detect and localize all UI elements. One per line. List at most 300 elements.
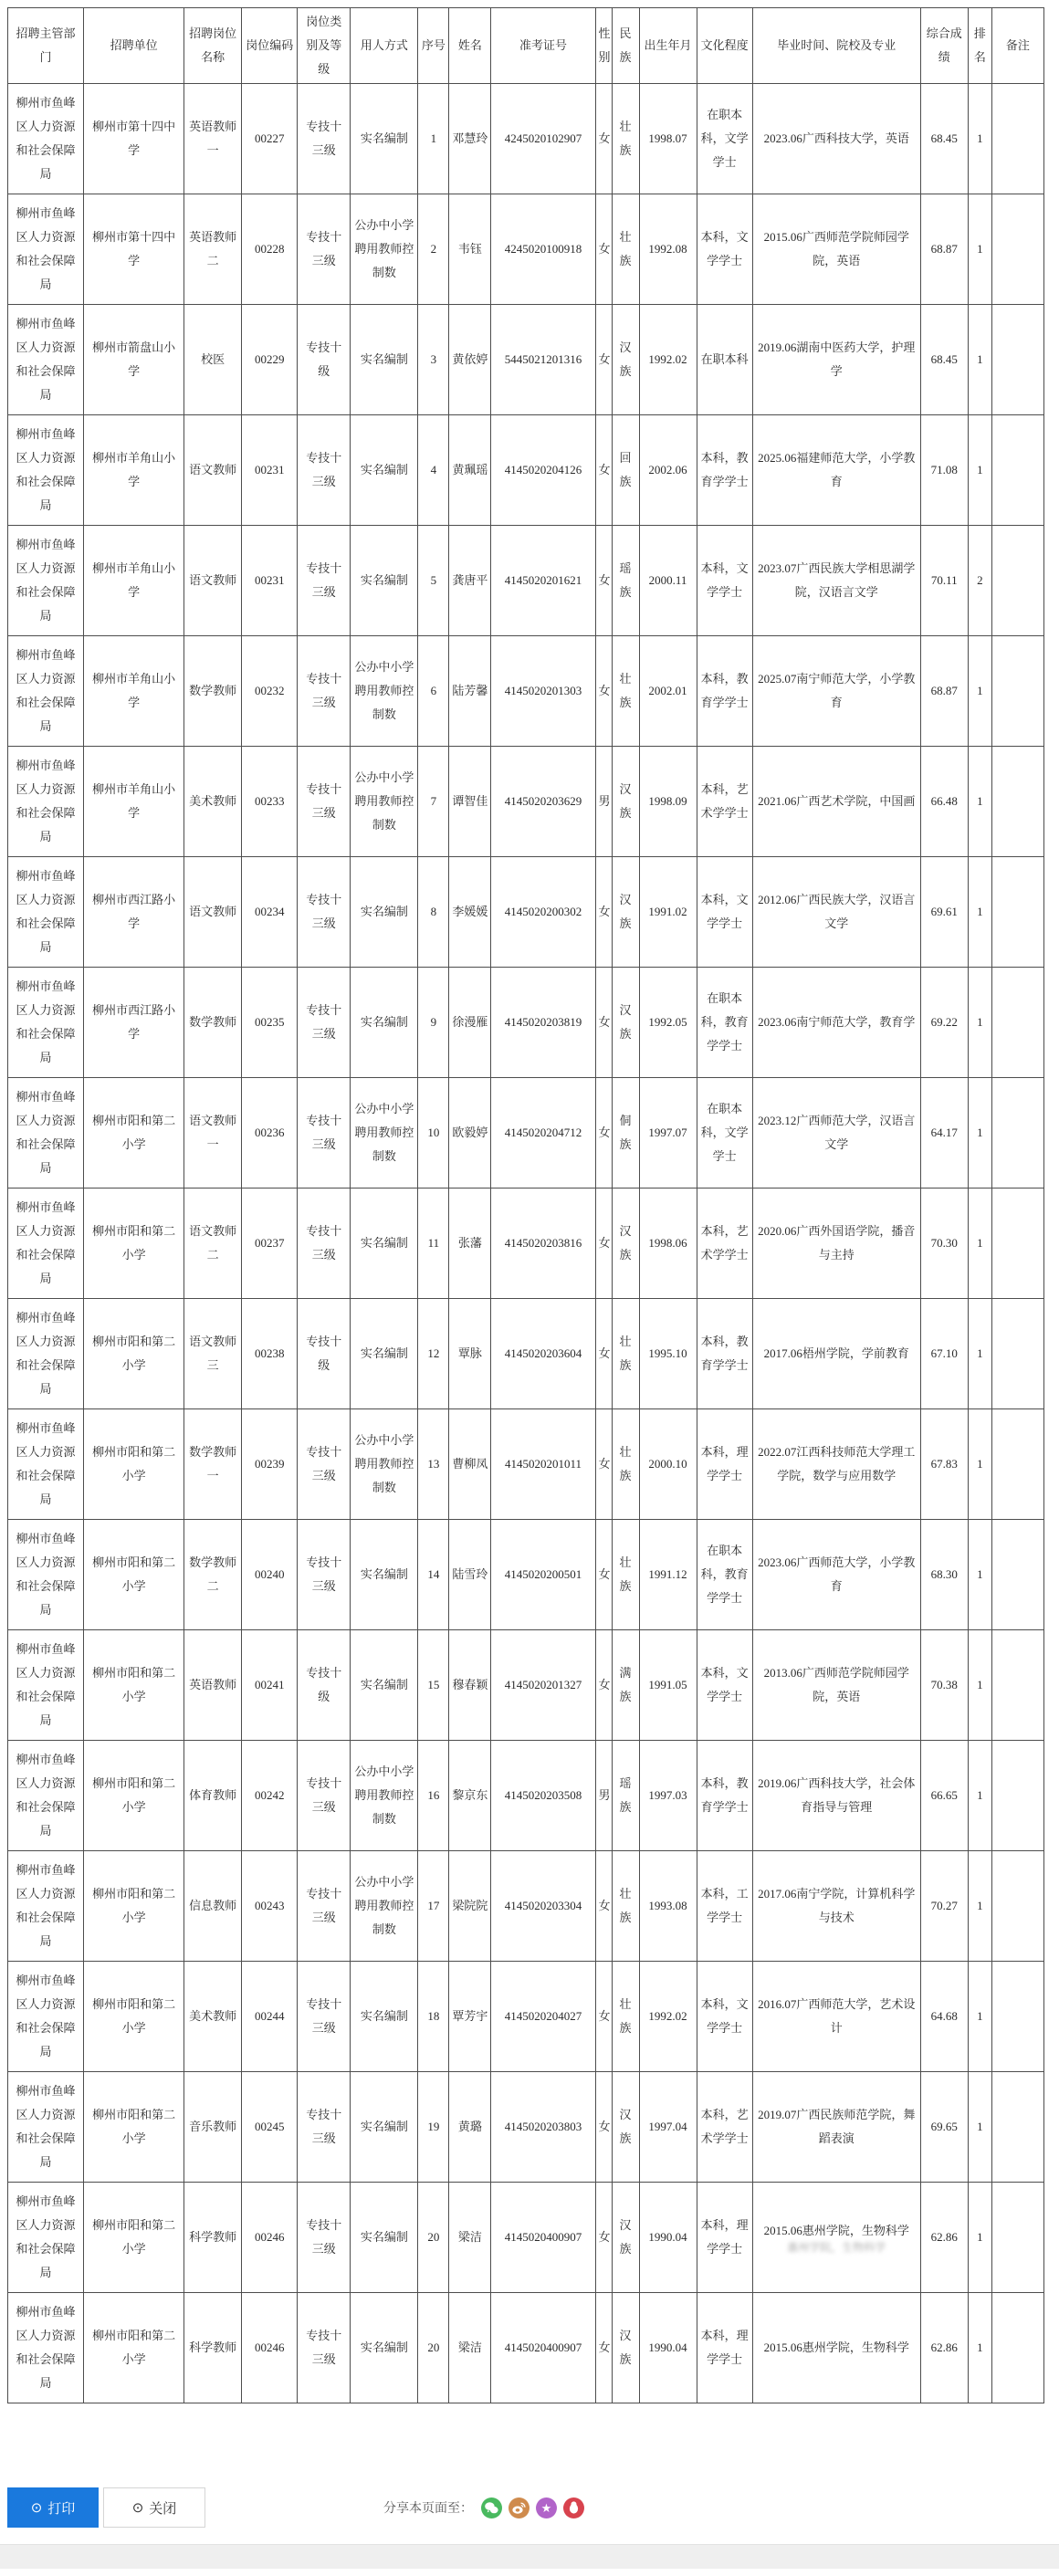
cell: 柳州市阳和第二小学 — [84, 2293, 184, 2403]
cell: 64.68 — [920, 1962, 968, 2072]
cell: 梁院院 — [449, 1851, 491, 1962]
cell: 1 — [968, 1078, 991, 1189]
table-row — [8, 415, 1044, 526]
cell: 2 — [968, 526, 991, 636]
cell: 女 — [595, 1520, 612, 1630]
weibo-share-icon[interactable] — [509, 2497, 530, 2518]
cell: 专技十三级 — [298, 1520, 351, 1630]
cell: 女 — [595, 1851, 612, 1962]
column-header: 招聘单位 — [84, 8, 184, 84]
column-header: 排名 — [968, 8, 991, 84]
cell: 实名编制 — [351, 1299, 418, 1409]
cell: 专技十三级 — [298, 1851, 351, 1962]
cell: 69.65 — [920, 2072, 968, 2183]
cell: 黄璐 — [449, 2072, 491, 2183]
cell — [991, 526, 1043, 636]
column-header: 岗位编码 — [242, 8, 298, 84]
cell: 女 — [595, 2183, 612, 2293]
cell: 女 — [595, 1189, 612, 1299]
cell: 柳州市羊角山小学 — [84, 415, 184, 526]
column-header: 序号 — [418, 8, 449, 84]
cell: 5445021201316 — [491, 305, 595, 415]
cell: 女 — [595, 1409, 612, 1520]
cell: 2023.06广西科技大学，英语 — [752, 84, 920, 194]
cell: 9 — [418, 968, 449, 1078]
cell: 梁洁 — [449, 2183, 491, 2293]
cell: 1 — [968, 1520, 991, 1630]
cell: 柳州市阳和第二小学 — [84, 1520, 184, 1630]
cell: 1998.07 — [639, 84, 697, 194]
cell: 本科，教育学学士 — [697, 1299, 752, 1409]
table-row — [8, 857, 1044, 968]
cell: 00246 — [242, 2293, 298, 2403]
cell: 柳州市羊角山小学 — [84, 747, 184, 857]
cell: 62.86 — [920, 2183, 968, 2293]
cell: 邓慧玲 — [449, 84, 491, 194]
cell: 69.61 — [920, 857, 968, 968]
cell: 专技十三级 — [298, 2293, 351, 2403]
cell: 10 — [418, 1078, 449, 1189]
cell: 美术教师 — [184, 747, 242, 857]
cell: 1 — [968, 305, 991, 415]
cell: 柳州市鱼峰区人力资源和社会保障局 — [8, 1520, 84, 1630]
cell: 71.08 — [920, 415, 968, 526]
cell: 本科，文学学士 — [697, 857, 752, 968]
cell: 2002.01 — [639, 636, 697, 747]
cell: 本科，文学学士 — [697, 1962, 752, 2072]
column-header: 招聘主管部门 — [8, 8, 84, 84]
cell: 1993.08 — [639, 1851, 697, 1962]
cell: 实名编制 — [351, 857, 418, 968]
cell: 校医 — [184, 305, 242, 415]
cell: 柳州市阳和第二小学 — [84, 1851, 184, 1962]
cell — [991, 305, 1043, 415]
cell: 女 — [595, 1299, 612, 1409]
cell — [991, 2293, 1043, 2403]
cell: 壮族 — [612, 194, 639, 305]
cell: 壮族 — [612, 1299, 639, 1409]
cell: 女 — [595, 1962, 612, 2072]
cell: 实名编制 — [351, 968, 418, 1078]
cell: 侗族 — [612, 1078, 639, 1189]
cell: 2013.06广西师范学院师园学院，英语 — [752, 1630, 920, 1741]
cell: 柳州市鱼峰区人力资源和社会保障局 — [8, 747, 84, 857]
cell: 13 — [418, 1409, 449, 1520]
cell: 实名编制 — [351, 1520, 418, 1630]
cell: 本科，理学学士 — [697, 2293, 752, 2403]
cell: 壮族 — [612, 1962, 639, 2072]
cell: 4145020203629 — [491, 747, 595, 857]
cell: 专技十三级 — [298, 84, 351, 194]
share-label: 分享本页面至： — [383, 2500, 473, 2515]
cell: 壮族 — [612, 1409, 639, 1520]
cell: 15 — [418, 1630, 449, 1741]
cell: 汉族 — [612, 1189, 639, 1299]
cell: 2016.07广西师范大学，艺术设计 — [752, 1962, 920, 2072]
cell: 女 — [595, 415, 612, 526]
cell: 4145020204712 — [491, 1078, 595, 1189]
cell: 汉族 — [612, 2183, 639, 2293]
cell: 体育教师 — [184, 1741, 242, 1851]
cell: 柳州市鱼峰区人力资源和社会保障局 — [8, 1078, 84, 1189]
table-row — [8, 194, 1044, 305]
cell: 00244 — [242, 1962, 298, 2072]
cell: 2025.06福建师范大学，小学教育 — [752, 415, 920, 526]
cell: 英语教师 — [184, 1630, 242, 1741]
cell: 4145020400907 — [491, 2183, 595, 2293]
cell: 覃脉 — [449, 1299, 491, 1409]
table-row — [8, 2072, 1044, 2183]
cell: 00238 — [242, 1299, 298, 1409]
cell: 70.38 — [920, 1630, 968, 1741]
cell: 20 — [418, 2293, 449, 2403]
cell: 公办中小学聘用教师控制数 — [351, 1851, 418, 1962]
close-button-label: 关闭 — [149, 2500, 177, 2517]
results-table — [7, 7, 1044, 2403]
cell: 龚唐平 — [449, 526, 491, 636]
cell: 7 — [418, 747, 449, 857]
cell: 00235 — [242, 968, 298, 1078]
cell: 00243 — [242, 1851, 298, 1962]
cell: 专技十三级 — [298, 194, 351, 305]
cell: 4145020200501 — [491, 1520, 595, 1630]
cell: 1 — [968, 1962, 991, 2072]
cell: 2023.07广西民族大学相思湖学院，汉语言文学 — [752, 526, 920, 636]
cell: 在职本科，教育学学士 — [697, 968, 752, 1078]
column-header: 性别 — [595, 8, 612, 84]
column-header: 岗位类别及等级 — [298, 8, 351, 84]
cell: 本科，理学学士 — [697, 1409, 752, 1520]
cell — [991, 2072, 1043, 2183]
close-button[interactable] — [103, 2487, 205, 2528]
column-header: 备注 — [991, 8, 1043, 84]
cell: 汉族 — [612, 2072, 639, 2183]
cell: 实名编制 — [351, 305, 418, 415]
cell: 实名编制 — [351, 1189, 418, 1299]
column-header: 用人方式 — [351, 8, 418, 84]
cell: 专技十三级 — [298, 1741, 351, 1851]
cell: 1 — [968, 636, 991, 747]
cell: 2002.06 — [639, 415, 697, 526]
table-row — [8, 1520, 1044, 1630]
wechat-share-icon[interactable] — [481, 2497, 502, 2518]
cell: 专技十三级 — [298, 1078, 351, 1189]
cell — [991, 1630, 1043, 1741]
cell: 4145020203304 — [491, 1851, 595, 1962]
cell: 64.17 — [920, 1078, 968, 1189]
cell: 汉族 — [612, 2293, 639, 2403]
cell: 专技十三级 — [298, 2072, 351, 2183]
cell: 4145020201327 — [491, 1630, 595, 1741]
cell: 汉族 — [612, 747, 639, 857]
cell: 本科，教育学学士 — [697, 636, 752, 747]
cell: 语文教师一 — [184, 1078, 242, 1189]
cell: 2017.06南宁学院，计算机科学与技术 — [752, 1851, 920, 1962]
cell: 数学教师 — [184, 968, 242, 1078]
print-icon: ⊙ — [30, 2499, 43, 2516]
cell: 1 — [968, 1409, 991, 1520]
cell: 音乐教师 — [184, 2072, 242, 2183]
cell: 00232 — [242, 636, 298, 747]
share-bar — [383, 2497, 584, 2518]
cell: 柳州市西江路小学 — [84, 857, 184, 968]
cell: 2023.06广西师范大学，小学教育 — [752, 1520, 920, 1630]
table-row — [8, 84, 1044, 194]
cell: 6 — [418, 636, 449, 747]
cell: 柳州市阳和第二小学 — [84, 2072, 184, 2183]
cell: 66.48 — [920, 747, 968, 857]
cell: 68.30 — [920, 1520, 968, 1630]
cell: 黎京东 — [449, 1741, 491, 1851]
cell: 17 — [418, 1851, 449, 1962]
cell: 67.10 — [920, 1299, 968, 1409]
cell: 20 — [418, 2183, 449, 2293]
cell: 14 — [418, 1520, 449, 1630]
cell: 柳州市鱼峰区人力资源和社会保障局 — [8, 1189, 84, 1299]
qzone-share-icon[interactable]: ★ — [536, 2497, 557, 2518]
column-header: 准考证号 — [491, 8, 595, 84]
cell: 欧毅婷 — [449, 1078, 491, 1189]
cell: 柳州市鱼峰区人力资源和社会保障局 — [8, 2072, 84, 2183]
cell: 3 — [418, 305, 449, 415]
cell: 实名编制 — [351, 1630, 418, 1741]
cell: 柳州市鱼峰区人力资源和社会保障局 — [8, 1299, 84, 1409]
cell: 柳州市阳和第二小学 — [84, 1962, 184, 2072]
cell: 1 — [968, 415, 991, 526]
cell: 专技十三级 — [298, 968, 351, 1078]
close-icon: ⊙ — [131, 2499, 144, 2516]
cell: 男 — [595, 1741, 612, 1851]
cell: 专技十三级 — [298, 857, 351, 968]
cell: 实名编制 — [351, 1962, 418, 2072]
cell: 柳州市鱼峰区人力资源和社会保障局 — [8, 305, 84, 415]
cell: 1 — [968, 968, 991, 1078]
cell: 柳州市鱼峰区人力资源和社会保障局 — [8, 968, 84, 1078]
cell: 语文教师三 — [184, 1299, 242, 1409]
cell: 女 — [595, 305, 612, 415]
cell: 专技十三级 — [298, 747, 351, 857]
cell: 柳州市阳和第二小学 — [84, 1630, 184, 1741]
cell: 公办中小学聘用教师控制数 — [351, 747, 418, 857]
cell: 柳州市阳和第二小学 — [84, 1409, 184, 1520]
table-row — [8, 1299, 1044, 1409]
cell: 女 — [595, 636, 612, 747]
cell: 语文教师 — [184, 526, 242, 636]
cell: 柳州市第十四中学 — [84, 194, 184, 305]
cell: 8 — [418, 857, 449, 968]
cell: 00242 — [242, 1741, 298, 1851]
cell — [991, 636, 1043, 747]
cell — [991, 1189, 1043, 1299]
cell: 女 — [595, 84, 612, 194]
cell: 2000.11 — [639, 526, 697, 636]
cell: 女 — [595, 2293, 612, 2403]
cell: 00237 — [242, 1189, 298, 1299]
cell: 1 — [968, 1189, 991, 1299]
print-button[interactable] — [7, 2487, 99, 2528]
cell: 70.30 — [920, 1189, 968, 1299]
cell — [991, 1851, 1043, 1962]
cell: 实名编制 — [351, 2183, 418, 2293]
cell: 英语教师一 — [184, 84, 242, 194]
cell: 2023.06南宁师范大学，教育学 — [752, 968, 920, 1078]
column-header: 出生年月 — [639, 8, 697, 84]
cell: 4145020201621 — [491, 526, 595, 636]
cell: 实名编制 — [351, 526, 418, 636]
cell: 1 — [968, 1741, 991, 1851]
cell: 1998.06 — [639, 1189, 697, 1299]
table-row — [8, 1409, 1044, 1520]
table-row — [8, 1630, 1044, 1741]
cell: 1997.07 — [639, 1078, 697, 1189]
cell: 专技十三级 — [298, 526, 351, 636]
cell: 4145020201303 — [491, 636, 595, 747]
cell: 覃芳宇 — [449, 1962, 491, 2072]
cell: 女 — [595, 968, 612, 1078]
cell: 00229 — [242, 305, 298, 415]
cell: 70.11 — [920, 526, 968, 636]
cell: 柳州市鱼峰区人力资源和社会保障局 — [8, 2183, 84, 2293]
cell: 4245020102907 — [491, 84, 595, 194]
cell: 2020.06广西外国语学院，播音与主持 — [752, 1189, 920, 1299]
column-header: 姓名 — [449, 8, 491, 84]
cell: 女 — [595, 857, 612, 968]
cell: 本科，文学学士 — [697, 526, 752, 636]
qq-share-icon[interactable] — [563, 2497, 584, 2518]
cell: 00231 — [242, 415, 298, 526]
cell: 实名编制 — [351, 2072, 418, 2183]
cell: 数学教师 — [184, 636, 242, 747]
bottom-bar — [0, 2544, 1059, 2569]
cell: 柳州市阳和第二小学 — [84, 1189, 184, 1299]
cell — [991, 1962, 1043, 2072]
cell: 1 — [968, 1851, 991, 1962]
cell: 1 — [968, 2293, 991, 2403]
cell: 美术教师 — [184, 1962, 242, 2072]
cell: 英语教师二 — [184, 194, 242, 305]
cell: 2019.06湖南中医药大学，护理学 — [752, 305, 920, 415]
cell: 柳州市鱼峰区人力资源和社会保障局 — [8, 1409, 84, 1520]
cell: 4145020203819 — [491, 968, 595, 1078]
cell: 壮族 — [612, 84, 639, 194]
cell: 00241 — [242, 1630, 298, 1741]
cell: 18 — [418, 1962, 449, 2072]
cell: 科学教师 — [184, 2293, 242, 2403]
cell: 公办中小学聘用教师控制数 — [351, 1078, 418, 1189]
cell: 实名编制 — [351, 415, 418, 526]
cell: 黄珮瑶 — [449, 415, 491, 526]
column-header: 招聘岗位名称 — [184, 8, 242, 84]
cell — [991, 1741, 1043, 1851]
column-header: 文化程度 — [697, 8, 752, 84]
cell: 梁洁 — [449, 2293, 491, 2403]
cell: 数学教师一 — [184, 1409, 242, 1520]
cell: 信息教师 — [184, 1851, 242, 1962]
cell: 68.45 — [920, 305, 968, 415]
cell: 2017.06梧州学院，学前教育 — [752, 1299, 920, 1409]
column-header: 民族 — [612, 8, 639, 84]
cell: 2015.06广西师范学院师园学院，英语 — [752, 194, 920, 305]
cell: 2022.07江西科技师范大学理工学院，数学与应用数学 — [752, 1409, 920, 1520]
cell: 69.22 — [920, 968, 968, 1078]
cell: 柳州市阳和第二小学 — [84, 2183, 184, 2293]
cell: 66.65 — [920, 1741, 968, 1851]
cell: 00240 — [242, 1520, 298, 1630]
cell: 本科，艺术学学士 — [697, 747, 752, 857]
cell: 1 — [968, 2072, 991, 2183]
cell: 1 — [968, 2183, 991, 2293]
cell: 2023.12广西师范大学，汉语言文学 — [752, 1078, 920, 1189]
cell: 1992.08 — [639, 194, 697, 305]
cell: 67.83 — [920, 1409, 968, 1520]
cell: 1 — [968, 84, 991, 194]
cell: 1995.10 — [639, 1299, 697, 1409]
cell: 公办中小学聘用教师控制数 — [351, 1741, 418, 1851]
cell: 本科，文学学士 — [697, 194, 752, 305]
cell: 徐漫雁 — [449, 968, 491, 1078]
cell: 柳州市鱼峰区人力资源和社会保障局 — [8, 636, 84, 747]
cell: 4145020204027 — [491, 1962, 595, 2072]
cell — [991, 1078, 1043, 1189]
cell: 00233 — [242, 747, 298, 857]
cell: 专技十三级 — [298, 2183, 351, 2293]
cell: 本科，艺术学学士 — [697, 1189, 752, 1299]
table-row — [8, 1189, 1044, 1299]
cell: 11 — [418, 1189, 449, 1299]
cell: 穆春颖 — [449, 1630, 491, 1741]
table-header-row — [8, 8, 1044, 84]
cell: 2015.06惠州学院，生物科学 惠州学院，生物科学 — [752, 2183, 920, 2293]
cell: 68.87 — [920, 636, 968, 747]
cell: 瑶族 — [612, 526, 639, 636]
cell: 柳州市鱼峰区人力资源和社会保障局 — [8, 2293, 84, 2403]
cell: 壮族 — [612, 1851, 639, 1962]
cell: 柳州市鱼峰区人力资源和社会保障局 — [8, 194, 84, 305]
cell: 柳州市鱼峰区人力资源和社会保障局 — [8, 1962, 84, 2072]
cell: 张藩 — [449, 1189, 491, 1299]
cell: 专技十级 — [298, 1299, 351, 1409]
cell: 数学教师二 — [184, 1520, 242, 1630]
smudged-artifact-text: 惠州学院，生物科学 — [787, 2241, 886, 2254]
cell: 科学教师 — [184, 2183, 242, 2293]
cell: 韦钰 — [449, 194, 491, 305]
cell — [991, 2183, 1043, 2293]
table-row — [8, 1078, 1044, 1189]
cell: 柳州市箭盘山小学 — [84, 305, 184, 415]
cell: 00239 — [242, 1409, 298, 1520]
cell: 柳州市鱼峰区人力资源和社会保障局 — [8, 84, 84, 194]
cell: 柳州市鱼峰区人力资源和社会保障局 — [8, 1851, 84, 1962]
cell: 柳州市鱼峰区人力资源和社会保障局 — [8, 415, 84, 526]
cell: 公办中小学聘用教师控制数 — [351, 636, 418, 747]
cell: 女 — [595, 1630, 612, 1741]
cell: 本科，艺术学学士 — [697, 2072, 752, 2183]
cell: 本科，教育学学士 — [697, 415, 752, 526]
cell: 柳州市鱼峰区人力资源和社会保障局 — [8, 1741, 84, 1851]
cell: 汉族 — [612, 857, 639, 968]
cell — [991, 1409, 1043, 1520]
cell: 女 — [595, 194, 612, 305]
cell: 公办中小学聘用教师控制数 — [351, 1409, 418, 1520]
cell: 专技十三级 — [298, 1189, 351, 1299]
table-row — [8, 1851, 1044, 1962]
cell: 4 — [418, 415, 449, 526]
cell: 2012.06广西民族大学，汉语言文学 — [752, 857, 920, 968]
cell: 黄依婷 — [449, 305, 491, 415]
cell: 2 — [418, 194, 449, 305]
cell: 4145020200302 — [491, 857, 595, 968]
cell — [991, 1299, 1043, 1409]
